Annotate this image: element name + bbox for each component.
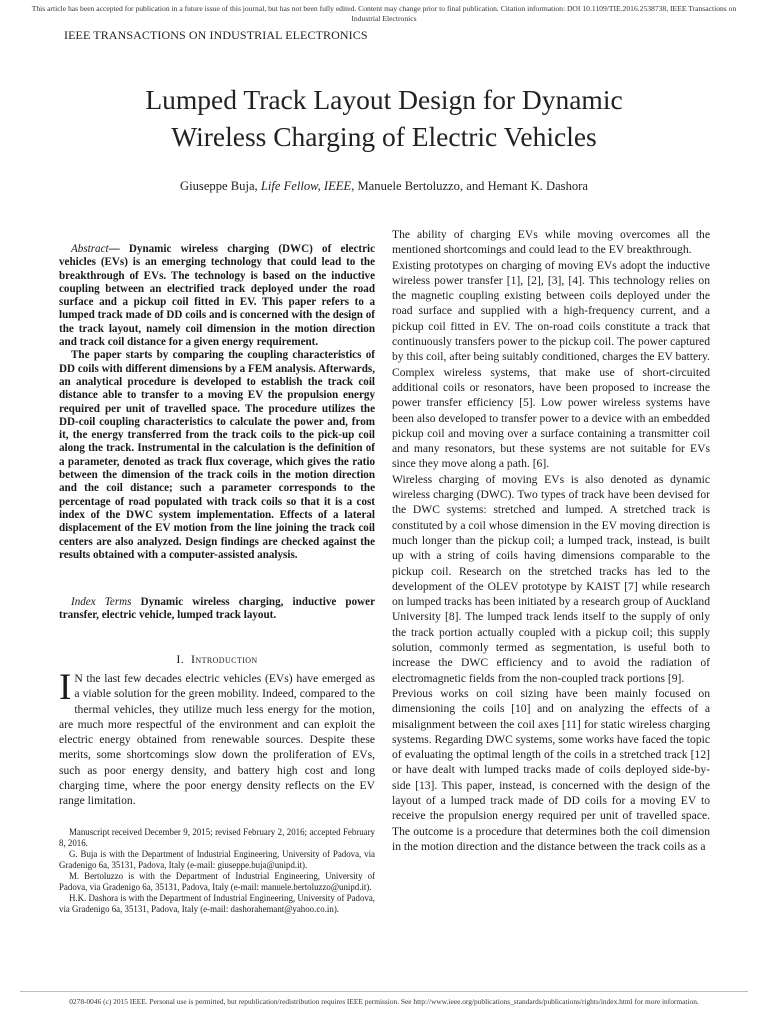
title-line-2: Wireless Charging of Electric Vehicles: [171, 121, 597, 152]
drop-cap: I: [59, 667, 72, 708]
index-terms-label: Index Terms: [71, 596, 132, 608]
copyright-footer: 0278-0046 (c) 2015 IEEE. Personal use is permitted, but republication/redistribution requires IEEE permission. See http://www.ieee.org/publications_standards/publications/rights/index.html for more information.: [69, 997, 699, 1006]
abstract: [59, 243, 375, 562]
footer-divider: [20, 991, 748, 992]
publication-notice: This article has been accepted for publication in a future issue of this journal, but has not been fully edited. Content may change prior to final publication. Citation information: DOI 10.1109/TIE.2016.2538738, IEEE Transactions on Industrial Electronics: [31, 4, 737, 23]
footnote-received: Manuscript received December 9, 2015; revised February 2, 2016; accepted February 8, 2016.: [59, 827, 375, 848]
introduction-paragraph: [59, 667, 375, 809]
body-paragraph: Existing prototypes on charging of moving EVs adopt the inductive wireless power transfer [1], [2], [3], [4]. This technology relies on the magnetic coupling existing between coils deployed under the road surface and supplied with a high-frequency current, and a pickup coil fitted in EV. The on-road coils constitute a track that continuously transfers power to the pickup coil. The power captured by this coil, after being suitably conditioned, charges the EV battery.: [392, 258, 710, 364]
introduction-body: [59, 667, 375, 809]
index-terms-paragraph: [59, 596, 375, 623]
introduction-text: N the last few decades electric vehicles (EVs) have emerged as a viable solution for the green mobility. Indeed, compared to the thermal vehicles, they utilize much less energy for the motion, are much more respectful of the environment and can exploit the electric energy obtained from renewable sources. Despite these merits, some shortcomings slow down the proliferation of EVs, such as poor energy density, and battery high cost and long charging time, where the poor energy density reflects on the EV range limitation.: [59, 672, 375, 808]
abstract-label: Abstract: [71, 243, 109, 255]
footnote-author-2: M. Bertoluzzo is with the Department of Industrial Engineering, University of Padova, via Gradenigo 6a, 35131, Padova, Italy (e-mail: manuele.bertoluzzo@unipd.it).: [59, 871, 375, 892]
author-1: Giuseppe Buja,: [180, 179, 261, 193]
abstract-text-1: — Dynamic wireless charging (DWC) of electric vehicles (EVs) is an emerging technology that could lead to the breakthrough of EVs. The technology is based on the inductive coupling between an electrified track deployed under the road surface and a pickup coil fitted in EV. This paper refers to a lumped track made of DD coils and is concerned with the design of the track layout, namely coil dimension in the motion direction and track coil distance for a given energy requirement.: [59, 243, 375, 349]
body-paragraph: Complex wireless systems, that make use of short-circuited additional coils or resonators, have been proposed to increase the power transfer efficiency [5]. Low power wireless systems have been also developed to transfer power to a device with an embedded pickup coil and moving over a surface containing a transmitter coil and many resonators, but these systems are not suitable for EVs since they move along a path. [6].: [392, 365, 710, 471]
paper-title: [84, 81, 684, 155]
section-title: Introduction: [191, 652, 258, 666]
right-column: [392, 227, 710, 854]
title-line-1: Lumped Track Layout Design for Dynamic: [145, 84, 623, 115]
footnote-author-3: H.K. Dashora is with the Department of Industrial Engineering, University of Padova, via Gradenigo 6a, 35131, Padova, Italy (e-mail: dashorahemant@yahoo.co.in).: [59, 893, 375, 914]
author-1-role: Life Fellow, IEEE: [260, 179, 352, 193]
footnote-author-1: G. Buja is with the Department of Industrial Engineering, University of Padova, via Gradenigo 6a, 35131, Padova, Italy (e-mail: giuseppe.buja@unipd.it).: [59, 849, 375, 870]
abstract-paragraph-2: The paper starts by comparing the coupling characteristics of DD coils with different dimensions by a FEM analysis. Afterwards, an analytical procedure is developed to establish the track coil distance able to transfer to a moving EV the propulsion energy required per unit of travelled space. The procedure utilizes the DD-coil coupling characteristics to calculate the power and, from it, the energy transferred from the track coils to the pick-up coil along the track. Instrumental in the calculation is the definition of a parameter, denoted as track flux coverage, which gives the ratio between the dimension of the track coils in the motion direction and the coil distance; such a parameter corresponds to the percentage of road populated with track coils so that it is a cost index of the DWC system implementation. Effects of a lateral displacement of the EV motion from the line joining the track coil centers are also analyzed. Design findings are checked against the results obtained with a computer-assisted analysis.: [59, 349, 375, 561]
author-list: [84, 179, 684, 194]
body-paragraph: Previous works on coil sizing have been mainly focused on dimensioning the coils [10] and on analyzing the effects of a misalignment between the coil axes [11] for static wireless charging systems. Regarding DWC systems, some works have faced the topic of evaluating the optimal length of the coils in a stretched track [12] or have dealt with lumped tracks made of coils deployed side-by-side [13]. This paper, instead, is concerned with the design of the layout of a lumped track made of DD coils for a moving EV to receive the propulsion energy required per unit of travelled space. The outcome is a procedure that determines both the coil dimension in the motion direction and the distance between the track coils as a: [392, 686, 710, 853]
section-heading-introduction: [59, 652, 375, 667]
index-terms: [59, 596, 375, 623]
other-authors: , Manuele Bertoluzzo, and Hemant K. Dashora: [351, 179, 588, 193]
index-terms-text: Dynamic wireless charging, inductive power transfer, electric vehicle, lumped track layout.: [59, 596, 375, 622]
section-numeral: I.: [176, 652, 185, 666]
abstract-paragraph-1: [59, 243, 375, 349]
journal-name: IEEE TRANSACTIONS ON INDUSTRIAL ELECTRONICS: [64, 28, 368, 42]
footnotes: [59, 827, 375, 915]
body-paragraph: The ability of charging EVs while moving overcomes all the mentioned shortcomings and could lead to the EV breakthrough.: [392, 228, 710, 257]
body-paragraph: Wireless charging of moving EVs is also denoted as dynamic wireless charging (DWC). Two types of track have been devised for the DWC systems: stretched and lumped. A stretched track is constituted by a coil whose dimension in the EV moving direction is much longer than the pickup coil; a lumped track, instead, is built up with a string of coils having dimensions comparable to the pickup coil. Research on the stretched tracks has led to the development of the OLEV prototype by KAIST [7] while research on lumped tracks has been initiated by a research group of Auckland University [8]. The lumped track lends itself to the supply of only the track portion actually coupled with a pickup coil; this supply solution, commonly termed as segmentation, is useful both to increase the DWC efficiency and to avoid the radiation of electromagnetic fields from the non-coupled track portions [9].: [392, 472, 710, 685]
